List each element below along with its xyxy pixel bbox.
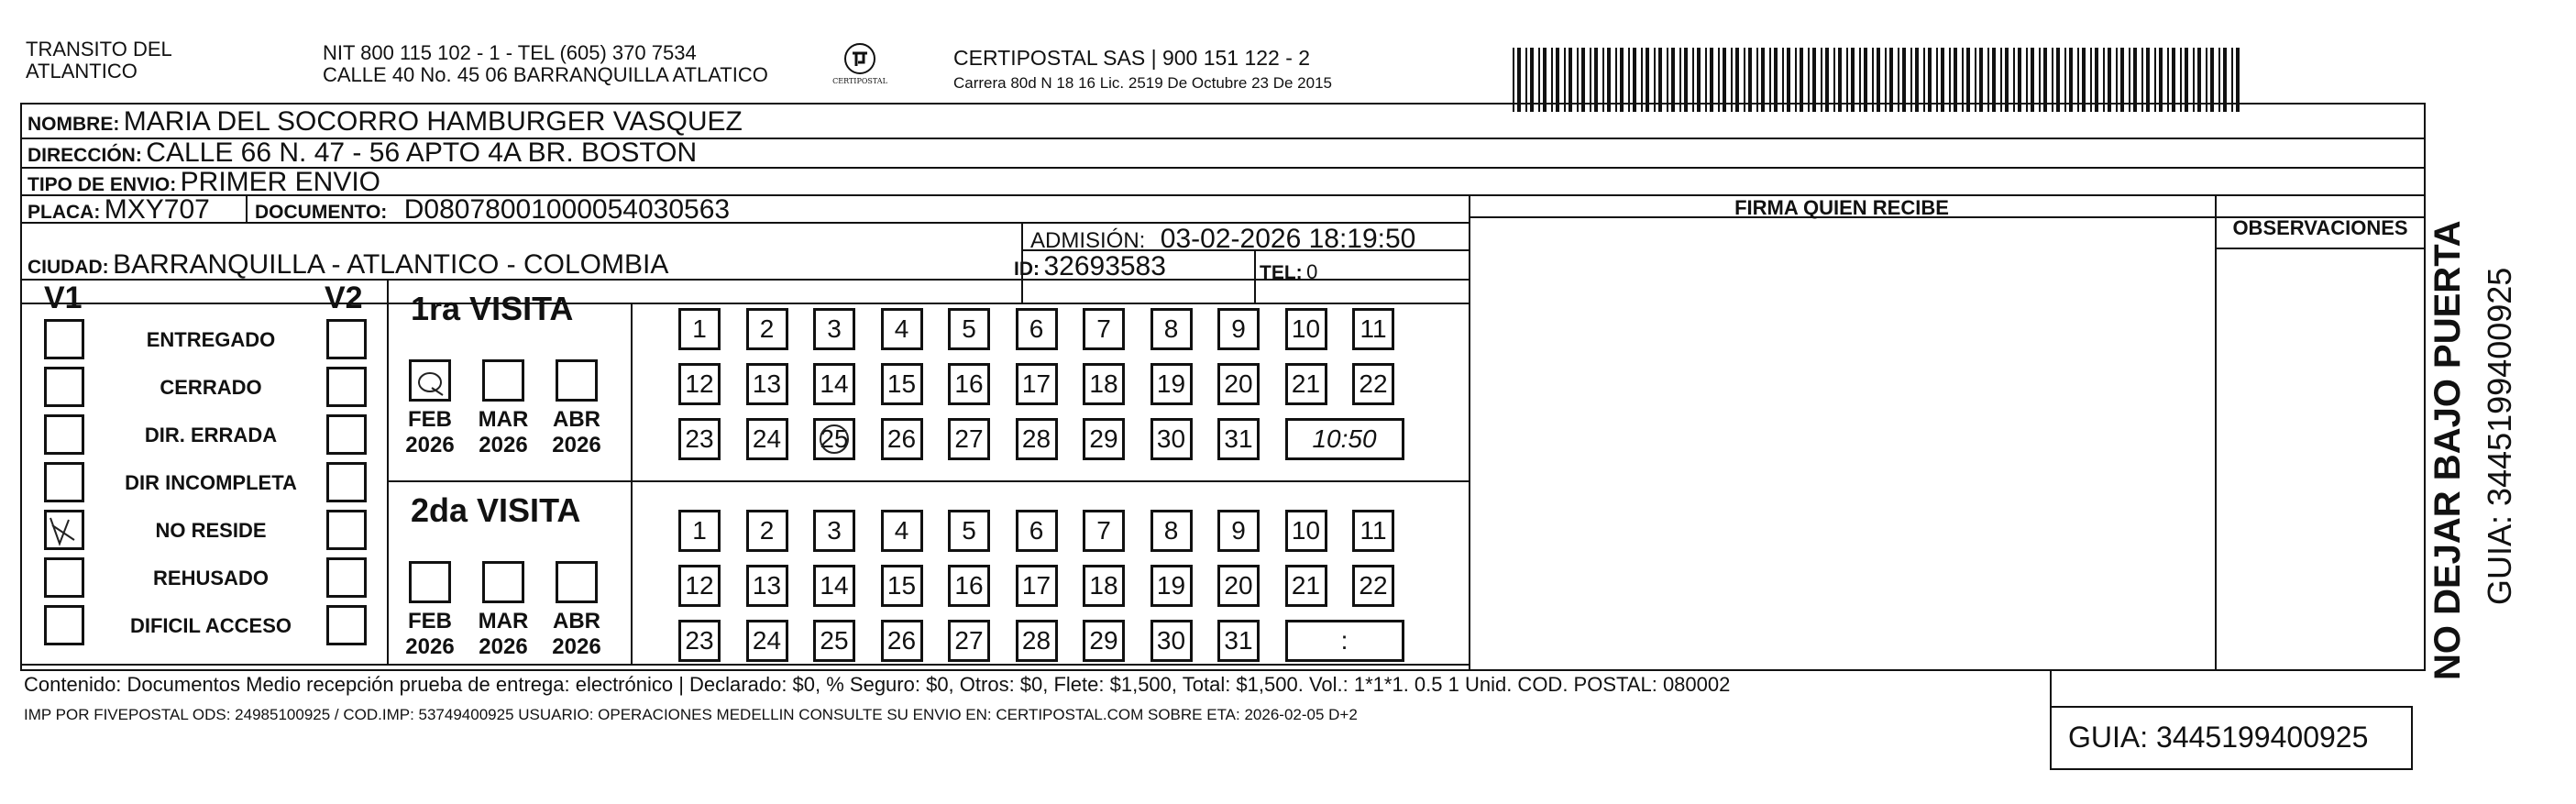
day-number: 11	[1360, 314, 1387, 343]
day-number: 31	[1224, 626, 1253, 655]
day-number: 21	[1291, 369, 1321, 398]
direccion-field	[28, 138, 697, 169]
month-name: FEB	[408, 407, 452, 432]
certipostal-logo-icon	[834, 40, 886, 97]
direccion-value: CALLE 66 N. 47 - 56 APTO 4A BR. BOSTON	[146, 138, 698, 168]
day-box[interactable]	[1083, 418, 1125, 460]
org-name-line2: ATLANTICO	[26, 60, 138, 83]
day-box[interactable]	[1016, 510, 1058, 552]
day-box[interactable]	[948, 565, 990, 607]
day-box[interactable]	[1352, 510, 1394, 552]
handwritten-mark-icon	[412, 362, 448, 399]
day-box[interactable]	[746, 510, 788, 552]
day-box[interactable]	[1285, 363, 1327, 405]
nombre-field	[28, 106, 743, 138]
day-number: 9	[1231, 314, 1246, 343]
day-box[interactable]	[678, 620, 721, 662]
day-number: 22	[1359, 571, 1388, 600]
tipo-envio-field	[28, 167, 380, 198]
day-number: 7	[1096, 516, 1111, 545]
v2-checkbox[interactable]	[326, 462, 367, 502]
check-mark-icon	[47, 512, 83, 549]
day-box[interactable]	[678, 308, 721, 350]
day-box[interactable]	[1217, 363, 1260, 405]
v2-checkbox[interactable]	[326, 367, 367, 407]
day-box[interactable]	[1016, 565, 1058, 607]
day-number: 17	[1021, 369, 1051, 398]
day-box[interactable]	[1285, 308, 1327, 350]
day-number: 3	[827, 314, 842, 343]
month-checkbox[interactable]	[409, 359, 451, 402]
day-box[interactable]	[1352, 308, 1394, 350]
month-checkbox[interactable]	[556, 561, 598, 603]
time-box[interactable]	[1285, 418, 1404, 460]
day-number: 25	[820, 424, 849, 453]
month-year: 2026	[405, 634, 455, 659]
status-option-label: DIFICIL ACCESO	[129, 614, 292, 637]
v1-header: V1	[44, 281, 83, 315]
contenido-line: Contenido: Documentos Medio recepción prueba de entrega: electrónico | Declarado: $0, % Seguro: $0, Otros: $0, Flete: $1,500, Total: $1,500. Vol.: 1*1*1. 0.5 1 Unid. COD. POSTAL: 080002	[24, 673, 1731, 696]
day-number: 5	[962, 314, 976, 343]
tel-label: TEL:	[1260, 262, 1303, 283]
time-box[interactable]	[1285, 620, 1404, 662]
day-box[interactable]	[1217, 565, 1260, 607]
time-value: 10:50	[1312, 424, 1377, 453]
day-number: 29	[1089, 424, 1118, 453]
month-checkbox[interactable]	[482, 561, 524, 603]
month-year: 2026	[405, 433, 455, 457]
day-number: 4	[894, 314, 909, 343]
day-box[interactable]	[746, 565, 788, 607]
day-box[interactable]	[1150, 363, 1193, 405]
v2-checkbox[interactable]	[326, 605, 367, 645]
day-number: 27	[954, 424, 984, 453]
day-box[interactable]	[746, 620, 788, 662]
day-number: 10	[1291, 516, 1321, 545]
day-number: 14	[820, 369, 849, 398]
day-number: 14	[820, 571, 849, 600]
day-box[interactable]	[746, 308, 788, 350]
ciudad-label: CIUDAD:	[28, 257, 109, 278]
status-option-label: ENTREGADO	[146, 328, 276, 351]
org-name	[26, 39, 172, 83]
license-line: Carrera 80d N 18 16 Lic. 2519 De Octubre 23 De 2015	[953, 74, 1332, 92]
day-number: 18	[1089, 571, 1118, 600]
day-number: 12	[685, 571, 714, 600]
documento-label: DOCUMENTO:	[255, 202, 388, 223]
day-box[interactable]	[881, 308, 923, 350]
day-box[interactable]	[1217, 308, 1260, 350]
day-number: 19	[1156, 369, 1186, 398]
day-number: 29	[1089, 626, 1118, 655]
month-year: 2026	[479, 433, 528, 457]
month-name: ABR	[553, 609, 600, 633]
tipo-envio-value: PRIMER ENVIO	[180, 167, 381, 197]
firma-header: FIRMA QUIEN RECIBE	[1734, 196, 1949, 219]
day-box[interactable]	[1083, 308, 1125, 350]
tipo-envio-label: TIPO DE ENVIO:	[28, 174, 177, 195]
month-label	[471, 407, 535, 458]
day-box[interactable]	[813, 308, 855, 350]
day-box[interactable]	[746, 418, 788, 460]
day-box[interactable]	[813, 620, 855, 662]
day-box[interactable]	[1150, 620, 1193, 662]
v2-checkbox[interactable]	[326, 319, 367, 359]
no-dejar-warning: NO DEJAR BAJO PUERTA	[2427, 220, 2468, 680]
month-label	[398, 609, 462, 660]
tel-field	[1260, 260, 1317, 284]
day-number: 2	[759, 516, 775, 545]
v2-checkbox[interactable]	[326, 510, 367, 550]
day-number: 1	[692, 314, 707, 343]
v1-checkbox[interactable]	[44, 557, 84, 598]
day-box[interactable]	[678, 418, 721, 460]
admision-label: ADMISIÓN:	[1030, 228, 1146, 253]
day-number: 10	[1291, 314, 1321, 343]
visit-title: 2da VISITA	[411, 491, 581, 529]
day-number: 6	[1029, 516, 1044, 545]
day-number: 7	[1096, 314, 1111, 343]
day-number: 26	[886, 626, 917, 655]
day-box[interactable]	[948, 363, 990, 405]
day-box[interactable]	[1083, 565, 1125, 607]
placa-label: PLACA:	[28, 202, 101, 223]
day-box[interactable]	[1016, 363, 1058, 405]
day-number: 22	[1359, 369, 1388, 398]
day-number: 12	[685, 369, 714, 398]
v1-checkbox[interactable]	[44, 510, 84, 550]
day-number: 26	[886, 424, 917, 453]
day-box[interactable]	[881, 418, 923, 460]
day-box[interactable]	[678, 363, 721, 405]
day-box[interactable]	[1083, 510, 1125, 552]
day-number: 3	[827, 516, 842, 545]
day-box[interactable]	[948, 620, 990, 662]
day-number: 2	[759, 314, 775, 343]
day-box[interactable]	[813, 510, 855, 552]
day-number: 31	[1224, 424, 1253, 453]
day-box[interactable]	[1352, 565, 1394, 607]
day-box[interactable]	[678, 565, 721, 607]
day-number: 23	[685, 424, 714, 453]
day-box[interactable]	[1217, 510, 1260, 552]
day-number: 24	[752, 424, 782, 453]
day-number: 18	[1089, 369, 1118, 398]
day-box[interactable]	[746, 363, 788, 405]
v2-checkbox[interactable]	[326, 414, 367, 455]
placa-value: MXY707	[104, 194, 210, 225]
day-number: 23	[685, 626, 714, 655]
address-line: CALLE 40 No. 45 06 BARRANQUILLA ATLATICO	[323, 63, 768, 86]
status-option-label: NO RESIDE	[155, 519, 267, 542]
month-checkbox[interactable]	[482, 359, 524, 402]
day-number: 11	[1360, 516, 1387, 545]
direccion-label: DIRECCIÓN:	[28, 145, 142, 166]
circled-day-icon	[814, 419, 854, 459]
day-box[interactable]	[1150, 418, 1193, 460]
day-box[interactable]	[1016, 418, 1058, 460]
visit-title: 1ra VISITA	[411, 290, 574, 327]
day-number: 4	[894, 516, 909, 545]
month-year: 2026	[552, 634, 601, 659]
day-box[interactable]	[813, 565, 855, 607]
nombre-label: NOMBRE:	[28, 114, 120, 135]
v1-checkbox[interactable]	[44, 367, 84, 407]
day-number: 6	[1029, 314, 1044, 343]
month-name: FEB	[408, 609, 452, 633]
day-box[interactable]	[948, 308, 990, 350]
day-number: 13	[752, 571, 782, 600]
day-number: 8	[1163, 314, 1179, 343]
day-box[interactable]	[881, 620, 923, 662]
month-year: 2026	[552, 433, 601, 457]
observaciones-header: OBSERVACIONES	[2232, 216, 2408, 239]
month-checkbox[interactable]	[556, 359, 598, 402]
day-number: 19	[1156, 571, 1186, 600]
day-box[interactable]	[1285, 565, 1327, 607]
day-number: 28	[1021, 424, 1051, 453]
day-number: 17	[1021, 571, 1051, 600]
day-number: 25	[820, 626, 849, 655]
admision-field	[1030, 224, 1415, 255]
day-box[interactable]	[1083, 363, 1125, 405]
day-number: 20	[1224, 571, 1253, 600]
month-label	[545, 407, 609, 458]
certipostal-logo	[834, 40, 886, 97]
admision-value: 03-02-2026 18:19:50	[1160, 224, 1416, 254]
day-box[interactable]	[881, 510, 923, 552]
day-number: 8	[1163, 516, 1179, 545]
day-number: 27	[954, 626, 984, 655]
day-box[interactable]	[1150, 308, 1193, 350]
day-number: 20	[1224, 369, 1253, 398]
status-option-label: REHUSADO	[153, 567, 269, 589]
day-box[interactable]	[1217, 620, 1260, 662]
documento-field	[255, 194, 730, 226]
org-name-line1: TRANSITO DEL	[26, 38, 172, 61]
status-option-label: DIR INCOMPLETA	[125, 471, 297, 494]
ciudad-field	[28, 249, 668, 281]
day-box[interactable]	[1352, 363, 1394, 405]
org-contact	[323, 42, 768, 86]
day-number: 1	[692, 516, 707, 545]
day-number: 16	[954, 571, 984, 600]
day-number: 13	[752, 369, 782, 398]
day-number: 30	[1156, 424, 1186, 453]
side-guia	[2475, 220, 2521, 605]
month-year: 2026	[479, 634, 528, 659]
v1-checkbox[interactable]	[44, 605, 84, 645]
nombre-value: MARIA DEL SOCORRO HAMBURGER VASQUEZ	[123, 106, 743, 137]
day-box[interactable]	[813, 418, 855, 460]
day-box[interactable]	[813, 363, 855, 405]
day-number: 15	[886, 369, 917, 398]
v1-checkbox[interactable]	[44, 462, 84, 502]
day-number: 30	[1156, 626, 1186, 655]
month-name: ABR	[553, 407, 600, 432]
v1-checkbox[interactable]	[44, 319, 84, 359]
imp-line: IMP POR FIVEPOSTAL ODS: 24985100925 / COD.IMP: 53749400925 USUARIO: OPERACIONES MEDELLIN CONSULTE SU ENVIO EN: CERTIPOSTAL.COM SOBRE ETA: 2026-02-05 D+2	[24, 706, 1358, 723]
month-label	[471, 609, 535, 660]
logo-text: CERTIPOSTAL	[832, 77, 887, 85]
day-number: 16	[954, 369, 984, 398]
v2-checkbox[interactable]	[326, 557, 367, 598]
month-name: MAR	[478, 609, 529, 633]
day-number: 15	[886, 571, 917, 600]
id-field	[1014, 251, 1166, 282]
day-box[interactable]	[678, 510, 721, 552]
day-box[interactable]	[881, 565, 923, 607]
day-box[interactable]	[1285, 510, 1327, 552]
time-value: :	[1340, 626, 1349, 655]
nit-line: NIT 800 115 102 - 1 - TEL (605) 370 7534	[323, 41, 697, 64]
side-text	[2420, 174, 2475, 688]
month-label	[545, 609, 609, 660]
day-number: 21	[1291, 571, 1321, 600]
placa-field	[28, 194, 210, 226]
month-label	[398, 407, 462, 458]
month-name: MAR	[478, 407, 529, 432]
day-number: 9	[1231, 516, 1246, 545]
day-box[interactable]	[1150, 510, 1193, 552]
day-number: 28	[1021, 626, 1051, 655]
day-box[interactable]	[948, 418, 990, 460]
tel-value: 0	[1306, 260, 1318, 283]
day-box[interactable]	[1217, 418, 1260, 460]
id-value: 32693583	[1043, 251, 1166, 281]
guia-box-value: GUIA: 3445199400925	[2068, 721, 2369, 754]
side-guia-value: GUIA: 3445199400925	[2481, 267, 2518, 605]
v1-checkbox[interactable]	[44, 414, 84, 455]
status-option-label: CERRADO	[160, 376, 262, 399]
day-number: 24	[752, 626, 782, 655]
company-line: CERTIPOSTAL SAS | 900 151 122 - 2	[953, 46, 1311, 70]
id-label: ID:	[1014, 259, 1040, 280]
day-box[interactable]	[1083, 620, 1125, 662]
day-box[interactable]	[948, 510, 990, 552]
month-checkbox[interactable]	[409, 561, 451, 603]
documento-value: D08078001000054030563	[403, 194, 731, 225]
day-box[interactable]	[881, 363, 923, 405]
day-box[interactable]	[1150, 565, 1193, 607]
ciudad-value: BARRANQUILLA - ATLANTICO - COLOMBIA	[113, 249, 669, 280]
day-box[interactable]	[1016, 308, 1058, 350]
v2-header: V2	[325, 281, 363, 315]
day-number: 5	[962, 516, 976, 545]
day-box[interactable]	[1016, 620, 1058, 662]
status-option-label: DIR. ERRADA	[144, 424, 278, 446]
